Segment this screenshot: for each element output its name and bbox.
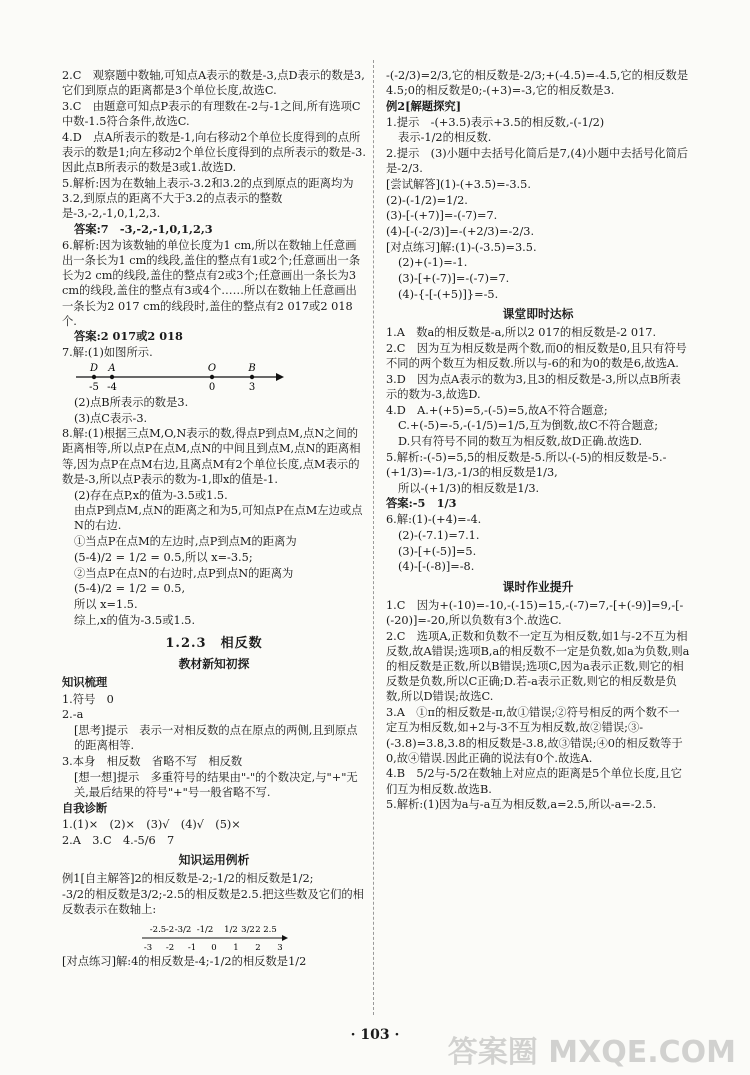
example-2-hint-2: 2.提示 (3)小题中去括号化简后是7,(4)小题中去括号化简后是-2/3. (386, 147, 689, 176)
answer-5-result: 答案:7 -3,-2,-1,0,1,2,3 (74, 222, 213, 237)
answer-8: 8.解:(1)根据三点M,O,N表示的数,得点P到点M,点N之间的距离相等,所以点P在点M,点N的中间且到点M,点N的距离相等,因为点P在点M右边,且离点M有2个单位长度,点M表示的数是-3,所以点P表示的数为-1,即x的值是-1. (62, 427, 361, 486)
homework-2: 2.C 选项A,正数和负数不一定互为相反数,如1与-2不互为相反数,故A错误;选项B,a的相反数不一定是负数,如a为负数,则a的相反数是正数,所以B错误;选项C,因为a表示正数,则它的相反数是负数,所以C正确;D.若-a表示正数,则它的相反数是负数,所以D错误;故选C. (386, 629, 690, 704)
class-4-d: D.只有符号不同的数互为相反数,故D正确.故选D. (398, 435, 643, 449)
point-label: -2.5 (149, 924, 167, 935)
answer-8-formula2: (5-4)/2 = 1/2 = 0.5, (74, 582, 186, 596)
class-4-c: C.+(-5)=-5,-(-1/5)=1/5,互为倒数,故C不符合题意; (398, 419, 659, 433)
knowledge-1: 1.符号 0 (62, 692, 114, 706)
point-label: B (248, 362, 256, 374)
tick-label: 0 (211, 942, 217, 953)
class-4: 4.D A.+(+5)=5,-(-5)=5,故A不符合题意; (386, 403, 608, 417)
point-label: 2 (255, 924, 261, 935)
point-label: O (207, 362, 217, 374)
answer-2: 2.C 观察题中数轴,可知点A表示的数是-3,点D表示的数是3,它们到原点的距离都是3个单位长度,故选C. (62, 69, 365, 98)
example-2-hint-1: 1.提示 -(+3.5)表示+3.5的相反数,-(-1/2) (386, 115, 605, 129)
answer-8-part2: (2)存在点P,x的值为-3.5或1.5. (74, 488, 228, 502)
example-2-practice: (2)+(-1)=-1. (398, 256, 468, 270)
example-2-practice: (4)-{-[-(+5)]}=-5. (398, 287, 499, 301)
answer-8-summary: 综上,x的值为-3.5或1.5. (74, 613, 196, 627)
subsection-title: 教材新知初探 (178, 657, 250, 672)
class-1: 1.A 数a的相反数是-a,所以2 017的相反数是-2 017. (386, 326, 657, 340)
answer-4: 4.D 点A所表示的数是-1,向右移动2个单位长度得到的点所表示的数是1;向左移动2个单位长度得到的点所表示的数是-3.因此点B所表示的数是3或1.故选D. (62, 130, 366, 175)
class-6-line: (2)-(-7.1)=7.1. (398, 528, 480, 542)
tick-label: 3 (248, 381, 256, 393)
watermark-text: 答案圈 MXQE.COM (447, 1035, 736, 1070)
answer-7-part2: (2)点B所表示的数是3. (74, 395, 189, 409)
class-5-answer: 答案:-5 1/3 (386, 496, 457, 511)
example-2-hint-1-cont: 表示-1/2的相反数. (398, 131, 492, 145)
answer-6: 6.解析:因为该数轴的单位长度为1 cm,所以在数轴上任意画出一条长为1 cm的线段,盖住的整点有1或2个;任意画出一条长为2 cm的线段,盖住的整点有2或3个;任意画出一条长为3 cm的线段,盖住的整点有3或4个……所以在数轴上任意画出一条长为2 017 cm的线段时,盖住的整点有2 017或2 018个. (62, 238, 361, 328)
think-hint: [思考]提示 表示一对相反数的点在原点的两侧,且到原点的距离相等. (74, 723, 358, 753)
example-2-title: 例2[解题探究] (386, 98, 462, 113)
class-6-line: (3)-[+(-5)]=5. (398, 544, 477, 558)
subsection-title: 知识运用例析 (178, 853, 250, 868)
subsection-title: 课堂即时达标 (502, 307, 574, 322)
point-label: 2.5 (263, 924, 277, 935)
example-2-practice: (3)-[+(-7)]=-(-7)=7. (398, 272, 510, 286)
homework-1: 1.C 因为+(-10)=-10,-(-15)=15,-(-7)=7,-[+(-9)]=9,-[-(-20)]=-20,所以负数有3个.故选C. (386, 598, 684, 627)
example-2-solution: (4)-[-(-2/3)]=-(+2/3)=-2/3. (386, 225, 535, 239)
watermark-logo (448, 1037, 736, 1069)
subsection-title: 课时作业提升 (502, 579, 574, 594)
answer-6-result: 答案:2 017或2 018 (74, 329, 183, 344)
example-1: 例1[自主解答]2的相反数是-2;-1/2的相反数是1/2; (62, 872, 314, 886)
self-check-1: 1.(1)× (2)× (3)√ (4)√ (5)× (62, 818, 241, 832)
page-number: · 103 · (350, 1027, 400, 1043)
point-label: 3/2 (241, 924, 255, 935)
answer-8-case1: ①当点P在点M的左边时,点P到点M的距离为 (74, 535, 297, 549)
left-column (62, 68, 366, 970)
tick-label: -3 (143, 942, 153, 953)
example-2-solution: [尝试解答](1)-(+3.5)=-3.5. (386, 177, 531, 191)
answer-8-case2: ②当点P在点N的右边时,点P到点N的距离为 (74, 566, 294, 580)
tick-label: -5 (89, 381, 99, 393)
knowledge-2: 2.-a (62, 708, 84, 722)
tick-label: -2 (165, 942, 175, 953)
right-column (386, 68, 690, 813)
heading-self-check: 自我诊断 (62, 800, 108, 815)
example-1-cont: -3/2的相反数是3/2;-2.5的相反数是2.5.把这些数及它们的相反数表示在数轴上: (62, 887, 364, 917)
practice-cont: -(-2/3)=2/3,它的相反数是-2/3;+(-4.5)=-4.5,它的相反数是4.5;0的相反数是0;-(+3)=-3,它的相反数是3. (386, 69, 689, 98)
homework-3: 3.A ①π的相反数是-π,故①错误;②符号相反的两个数不一定互为相反数,如+2与-3不互为相反数,故②错误;③-(-3.8)=3.8,3.8的相反数是-3.8,故③错误;④0的相反数等于0,故④错误.因此正确的说法有0个.故选A. (386, 706, 683, 765)
answer-8-formula1: (5-4)/2 = 1/2 = 0.5,所以 x=-3.5; (74, 550, 253, 564)
class-2: 2.C 因为互为相反数是两个数,而0的相反数是0,且只有符号不同的两个数互为相反数.所以与-6的和为0的数是6,故选A. (386, 341, 687, 371)
tick-label: 3 (277, 942, 283, 953)
point-label: A (108, 362, 116, 374)
example-1-practice: [对点练习]解:4的相反数是-4;-1/2的相反数是1/2 (62, 954, 307, 968)
class-5-cont: 所以-(+1/3)的相反数是1/3. (398, 481, 540, 495)
point-label: -3/2 (174, 924, 192, 935)
column-divider (373, 60, 374, 1015)
self-check-2: 2.A 3.C 4.-5/6 7 (62, 833, 175, 847)
number-line-figure-2 (62, 918, 366, 954)
point-label: -1/2 (196, 924, 214, 935)
class-3: 3.D 因为点A表示的数为3,且3的相反数是-3,所以点B所表示的数为-3,故选D. (386, 372, 681, 402)
class-5: 5.解析:-(-5)=5,5的相反数是-5.所以-(-5)的相反数是-5.-(+1/3)=-1/3,-1/3的相反数是1/3, (386, 450, 667, 480)
answer-8-result2: 所以 x=1.5. (74, 598, 138, 611)
tick-label: -1 (187, 942, 197, 953)
example-2-solution: (2)-(-1/2)=1/2. (386, 193, 468, 207)
answer-5: 5.解析:因为在数轴上表示-3.2和3.2的点到原点的距离均为3.2,到原点的距离不大于3.2的点表示的整数是-3,-2,-1,0,1,2,3. (62, 176, 354, 221)
heading-knowledge: 知识梳理 (62, 675, 108, 690)
tick-label: 1 (233, 942, 239, 953)
tick-label: -4 (107, 381, 117, 393)
homework-5: 5.解析:(1)因为a与-a互为相反数,a=2.5,所以-a=-2.5. (386, 798, 657, 812)
homework-4: 4.B 5/2与-5/2在数轴上对应点的距离是5个单位长度,且它们互为相反数.故选B. (386, 767, 682, 796)
knowledge-3: 3.本身 相反数 省略不写 相反数 (62, 754, 243, 768)
class-6: 6.解:(1)-(+4)=-4. (386, 513, 482, 527)
point-label: -2 (165, 924, 175, 935)
answer-7: 7.解:(1)如图所示. (62, 346, 153, 360)
example-2-practice: [对点练习]解:(1)-(-3.5)=3.5. (386, 240, 537, 254)
answer-8-reason: 由点P到点M,点N的距离之和为5,可知点P在点M左边或点N的右边. (74, 504, 363, 533)
answer-3: 3.C 由题意可知点P表示的有理数在-2与-1之间,所有选项C中数-1.5符合条件,故选C. (62, 99, 361, 129)
section-title: 1.2.3 相反数 (165, 635, 263, 651)
number-line-figure-1 (62, 361, 366, 395)
tick-label: 2 (255, 942, 261, 953)
tick-label: 0 (208, 381, 216, 393)
reflect-hint: [想一想]提示 多重符号的结果由"-"的个数决定,与"+"无关,最后结果的符号"+"号一般省略不写. (74, 770, 358, 799)
class-6-line: (4)-[-(-8)]=-8. (398, 560, 475, 574)
example-2-solution: (3)-[-(+7)]=-(-7)=7. (386, 209, 498, 223)
point-label: 1/2 (224, 924, 238, 935)
answer-7-part3: (3)点C表示-3. (74, 411, 148, 425)
point-label: D (89, 362, 99, 374)
